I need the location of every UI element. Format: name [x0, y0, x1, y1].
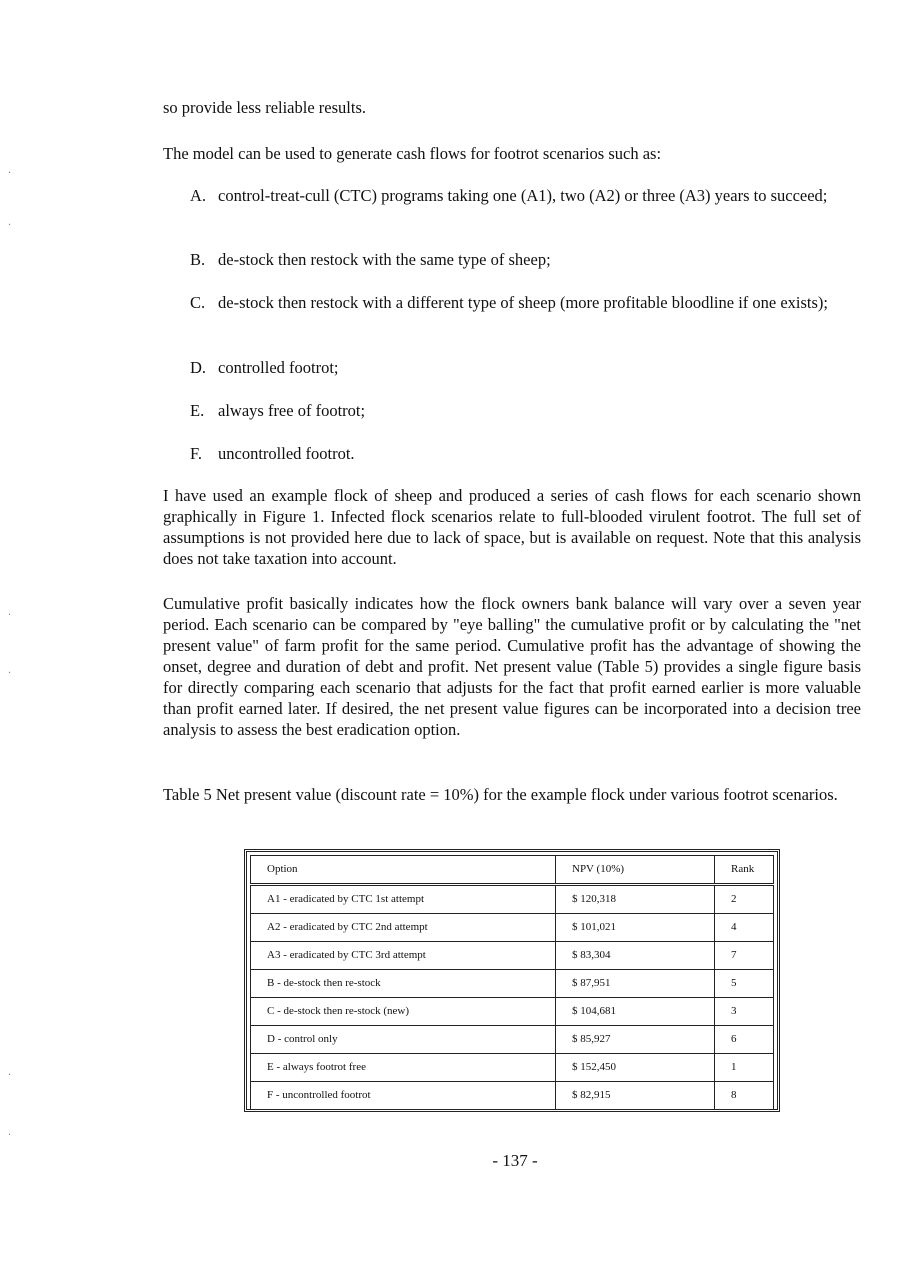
cell-npv: $ 83,304	[556, 942, 715, 970]
table-row	[251, 885, 774, 914]
header-option: Option	[251, 856, 556, 885]
cell-option: B - de-stock then re-stock	[251, 970, 556, 998]
list-letter: B.	[190, 250, 206, 269]
table-row	[251, 970, 774, 998]
list-text: always free of footrot;	[218, 401, 366, 420]
cell-npv: $ 101,021	[556, 914, 715, 942]
list-text: uncontrolled footrot.	[218, 444, 355, 463]
cell-option: A3 - eradicated by CTC 3rd attempt	[251, 942, 556, 970]
scan-speck: ·	[8, 610, 12, 621]
list-item-b	[190, 249, 862, 270]
table-row	[251, 914, 774, 942]
page-number: - 137 -	[492, 1151, 538, 1170]
paragraph-continuation: so provide less reliable results.	[163, 98, 366, 117]
cell-npv: $ 85,927	[556, 1026, 715, 1054]
list-item-c	[190, 292, 862, 313]
list-text: de-stock then restock with the same type of sheep;	[218, 250, 551, 269]
table-caption: Table 5 Net present value (discount rate = 10%) for the example flock under various footrot scenarios.	[163, 785, 838, 804]
table-row	[251, 1054, 774, 1082]
cell-npv: $ 82,915	[556, 1082, 715, 1110]
paragraph-intro: The model can be used to generate cash flows for footrot scenarios such as:	[163, 144, 662, 163]
cell-rank: 1	[715, 1054, 774, 1082]
cell-npv: $ 104,681	[556, 998, 715, 1026]
npv-table	[250, 855, 774, 1110]
paragraph-cumulative-profit: Cumulative profit basically indicates how the flock owners bank balance will vary over a seven year period. Each scenario can be compared by "eye balling" the cumulative profit or by calculating the "net present value" of farm profit for the same period. Cumulative profit has the advantage of showing the onset, degree and duration of debt and profit. Net present value (Table 5) provides a single figure basis for directly comparing each scenario that adjusts for the fact that profit earned earlier is more valuable than profit earned later. If desired, the net present value figures can be incorporated into a decision tree analysis to assess the best eradication option.	[163, 594, 861, 739]
list-text: control-treat-cull (CTC) programs taking one (A1), two (A2) or three (A3) years to succeed;	[218, 186, 828, 205]
list-item-d	[190, 357, 862, 378]
scan-speck: ·	[8, 1130, 12, 1141]
header-rank: Rank	[715, 856, 774, 885]
table-row	[251, 942, 774, 970]
list-letter: A.	[190, 186, 207, 205]
paragraph-example-flock: I have used an example flock of sheep and produced a series of cash flows for each scenario shown graphically in Figure 1. Infected flock scenarios relate to full-blooded virulent footrot. The full set of assumptions is not provided here due to lack of space, but is available on request. Note that this analysis does not take taxation into account.	[163, 486, 861, 568]
cell-rank: 4	[715, 914, 774, 942]
cell-npv: $ 120,318	[556, 885, 715, 914]
list-letter: C.	[190, 293, 206, 312]
list-item-f	[190, 443, 862, 464]
list-item-a	[190, 185, 862, 206]
npv-table-frame	[244, 849, 780, 1112]
header-npv: NPV (10%)	[556, 856, 715, 885]
cell-rank: 2	[715, 885, 774, 914]
cell-option: F - uncontrolled footrot	[251, 1082, 556, 1110]
scan-speck: ·	[8, 220, 12, 231]
cell-option: E - always footrot free	[251, 1054, 556, 1082]
scan-speck: ·	[8, 1070, 12, 1081]
table-row	[251, 998, 774, 1026]
table-row	[251, 1082, 774, 1110]
table-header-row	[251, 856, 774, 885]
cell-rank: 7	[715, 942, 774, 970]
list-letter: D.	[190, 358, 207, 377]
list-letter: F.	[190, 444, 202, 463]
list-letter: E.	[190, 401, 205, 420]
cell-option: D - control only	[251, 1026, 556, 1054]
list-text: de-stock then restock with a different type of sheep (more profitable bloodline if one exists);	[218, 293, 829, 312]
cell-rank: 5	[715, 970, 774, 998]
cell-option: A2 - eradicated by CTC 2nd attempt	[251, 914, 556, 942]
cell-rank: 6	[715, 1026, 774, 1054]
scan-speck: ·	[8, 168, 12, 179]
list-item-e	[190, 400, 862, 421]
cell-npv: $ 152,450	[556, 1054, 715, 1082]
cell-rank: 8	[715, 1082, 774, 1110]
table-row	[251, 1026, 774, 1054]
cell-option: C - de-stock then re-stock (new)	[251, 998, 556, 1026]
cell-npv: $ 87,951	[556, 970, 715, 998]
scan-speck: ·	[8, 668, 12, 679]
cell-rank: 3	[715, 998, 774, 1026]
cell-option: A1 - eradicated by CTC 1st attempt	[251, 885, 556, 914]
list-text: controlled footrot;	[218, 358, 339, 377]
